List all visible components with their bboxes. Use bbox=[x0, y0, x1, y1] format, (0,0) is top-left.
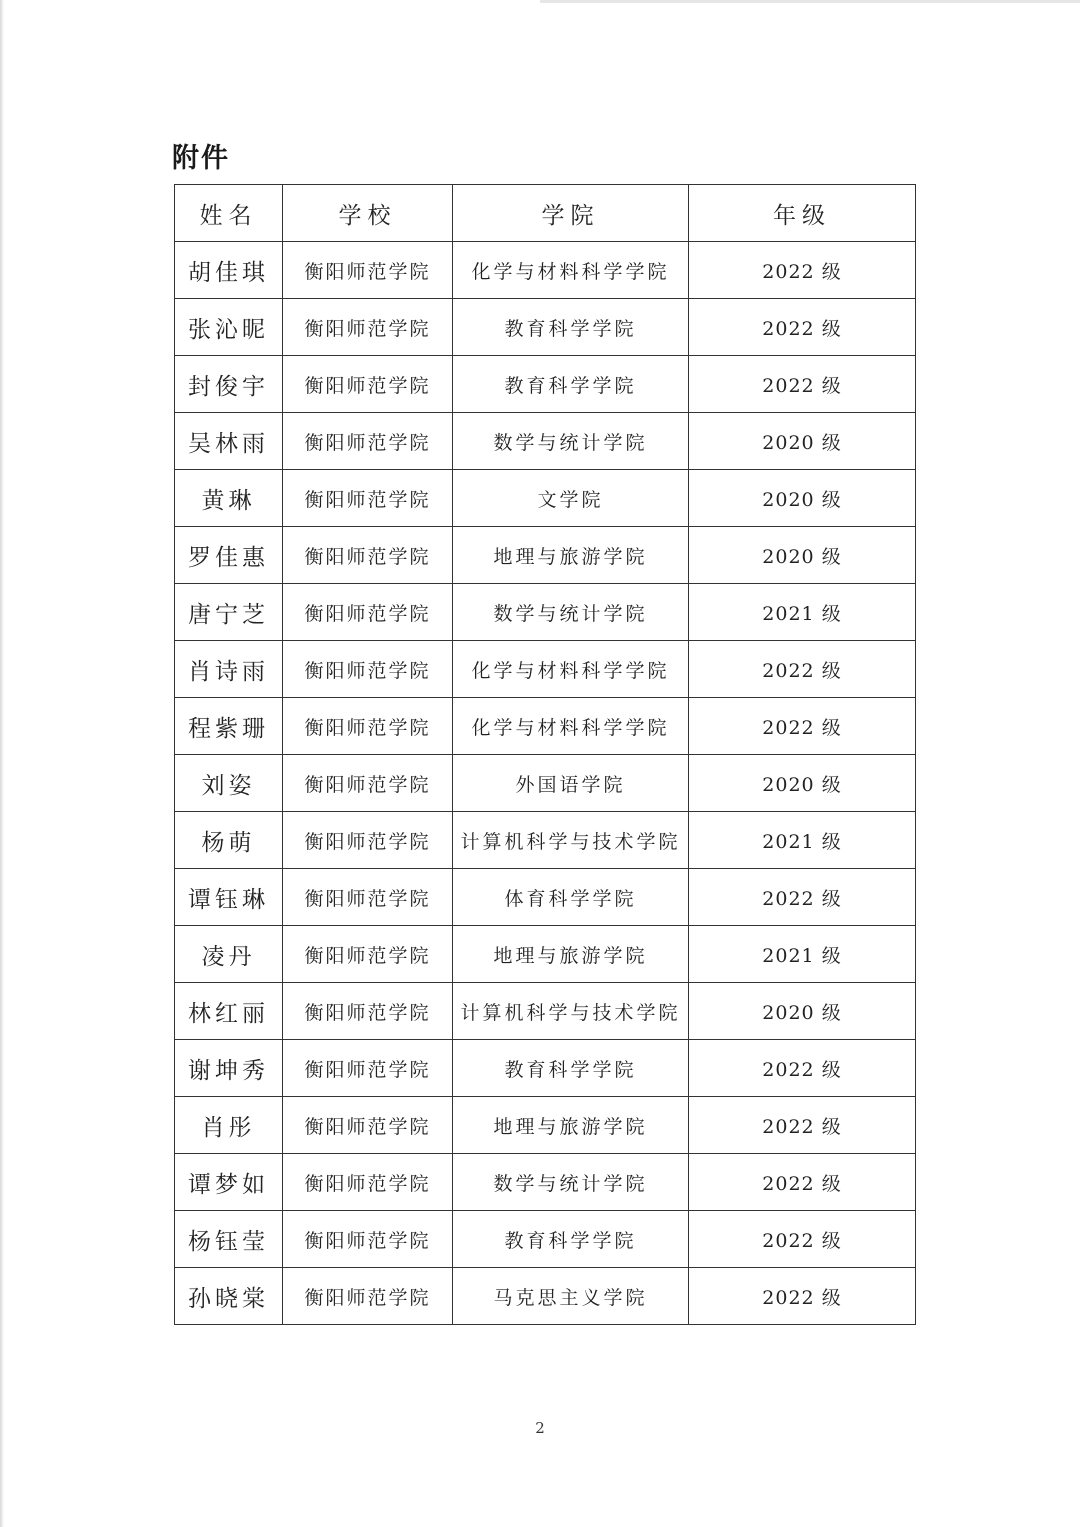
cell-school: 衡阳师范学院 bbox=[283, 869, 453, 926]
cell-school: 衡阳师范学院 bbox=[283, 356, 453, 413]
cell-school: 衡阳师范学院 bbox=[283, 242, 453, 299]
table-row bbox=[175, 1211, 916, 1268]
page-number: 2 bbox=[535, 1419, 545, 1437]
header-school: 学校 bbox=[283, 185, 453, 242]
cell-school: 衡阳师范学院 bbox=[283, 1154, 453, 1211]
cell-name: 肖诗雨 bbox=[175, 641, 283, 698]
cell-college: 数学与统计学院 bbox=[453, 413, 689, 470]
cell-college: 地理与旅游学院 bbox=[453, 527, 689, 584]
cell-school: 衡阳师范学院 bbox=[283, 1097, 453, 1154]
cell-name: 谢坤秀 bbox=[175, 1040, 283, 1097]
table-row bbox=[175, 1154, 916, 1211]
cell-grade: 2022 级 bbox=[689, 1211, 916, 1268]
cell-grade: 2021 级 bbox=[689, 584, 916, 641]
cell-name: 封俊宇 bbox=[175, 356, 283, 413]
cell-name: 林红丽 bbox=[175, 983, 283, 1040]
cell-college: 体育科学学院 bbox=[453, 869, 689, 926]
cell-school: 衡阳师范学院 bbox=[283, 812, 453, 869]
cell-school: 衡阳师范学院 bbox=[283, 983, 453, 1040]
cell-name: 凌丹 bbox=[175, 926, 283, 983]
header-grade: 年级 bbox=[689, 185, 916, 242]
table-row bbox=[175, 983, 916, 1040]
cell-grade: 2022 级 bbox=[689, 242, 916, 299]
cell-grade: 2022 级 bbox=[689, 1040, 916, 1097]
cell-college: 马克思主义学院 bbox=[453, 1268, 689, 1325]
table-row bbox=[175, 1268, 916, 1325]
cell-grade: 2022 级 bbox=[689, 1097, 916, 1154]
table-row bbox=[175, 527, 916, 584]
table-row bbox=[175, 641, 916, 698]
cell-college: 计算机科学与技术学院 bbox=[453, 983, 689, 1040]
table-row bbox=[175, 584, 916, 641]
cell-name: 杨萌 bbox=[175, 812, 283, 869]
cell-name: 刘姿 bbox=[175, 755, 283, 812]
table-row bbox=[175, 1040, 916, 1097]
cell-name: 杨钰莹 bbox=[175, 1211, 283, 1268]
cell-name: 程紫珊 bbox=[175, 698, 283, 755]
cell-college: 数学与统计学院 bbox=[453, 1154, 689, 1211]
table-row bbox=[175, 356, 916, 413]
cell-school: 衡阳师范学院 bbox=[283, 926, 453, 983]
cell-grade: 2021 级 bbox=[689, 926, 916, 983]
table-row bbox=[175, 470, 916, 527]
header-college: 学院 bbox=[453, 185, 689, 242]
cell-grade: 2022 级 bbox=[689, 641, 916, 698]
cell-college: 地理与旅游学院 bbox=[453, 926, 689, 983]
cell-school: 衡阳师范学院 bbox=[283, 698, 453, 755]
cell-school: 衡阳师范学院 bbox=[283, 1040, 453, 1097]
cell-grade: 2022 级 bbox=[689, 299, 916, 356]
cell-college: 数学与统计学院 bbox=[453, 584, 689, 641]
cell-name: 肖彤 bbox=[175, 1097, 283, 1154]
scan-left-edge bbox=[0, 0, 4, 1527]
cell-name: 谭梦如 bbox=[175, 1154, 283, 1211]
cell-college: 教育科学学院 bbox=[453, 1040, 689, 1097]
cell-school: 衡阳师范学院 bbox=[283, 299, 453, 356]
scan-top-edge bbox=[540, 0, 1080, 3]
cell-name: 张沁昵 bbox=[175, 299, 283, 356]
cell-college: 外国语学院 bbox=[453, 755, 689, 812]
cell-name: 唐宁芝 bbox=[175, 584, 283, 641]
table-row bbox=[175, 869, 916, 926]
cell-school: 衡阳师范学院 bbox=[283, 1268, 453, 1325]
cell-college: 教育科学学院 bbox=[453, 356, 689, 413]
cell-college: 计算机科学与技术学院 bbox=[453, 812, 689, 869]
cell-school: 衡阳师范学院 bbox=[283, 413, 453, 470]
cell-name: 吴林雨 bbox=[175, 413, 283, 470]
cell-name: 谭钰琳 bbox=[175, 869, 283, 926]
cell-school: 衡阳师范学院 bbox=[283, 755, 453, 812]
cell-grade: 2022 级 bbox=[689, 1268, 916, 1325]
cell-college: 文学院 bbox=[453, 470, 689, 527]
cell-school: 衡阳师范学院 bbox=[283, 1211, 453, 1268]
cell-name: 黄琳 bbox=[175, 470, 283, 527]
table-body bbox=[175, 242, 916, 1325]
cell-college: 化学与材料科学学院 bbox=[453, 242, 689, 299]
cell-school: 衡阳师范学院 bbox=[283, 641, 453, 698]
cell-school: 衡阳师范学院 bbox=[283, 470, 453, 527]
cell-grade: 2020 级 bbox=[689, 527, 916, 584]
cell-grade: 2022 级 bbox=[689, 698, 916, 755]
cell-grade: 2022 级 bbox=[689, 356, 916, 413]
cell-grade: 2020 级 bbox=[689, 983, 916, 1040]
cell-college: 化学与材料科学学院 bbox=[453, 641, 689, 698]
cell-grade: 2020 级 bbox=[689, 470, 916, 527]
cell-college: 教育科学学院 bbox=[453, 1211, 689, 1268]
header-name: 姓名 bbox=[175, 185, 283, 242]
table-row bbox=[175, 926, 916, 983]
cell-school: 衡阳师范学院 bbox=[283, 527, 453, 584]
table-row bbox=[175, 242, 916, 299]
cell-grade: 2020 级 bbox=[689, 755, 916, 812]
cell-grade: 2022 级 bbox=[689, 1154, 916, 1211]
cell-name: 孙晓棠 bbox=[175, 1268, 283, 1325]
cell-college: 化学与材料科学学院 bbox=[453, 698, 689, 755]
cell-college: 地理与旅游学院 bbox=[453, 1097, 689, 1154]
cell-grade: 2022 级 bbox=[689, 869, 916, 926]
table-row bbox=[175, 755, 916, 812]
cell-school: 衡阳师范学院 bbox=[283, 584, 453, 641]
cell-grade: 2021 级 bbox=[689, 812, 916, 869]
table-row bbox=[175, 1097, 916, 1154]
cell-grade: 2020 级 bbox=[689, 413, 916, 470]
attachment-heading: 附件 bbox=[172, 143, 230, 174]
cell-college: 教育科学学院 bbox=[453, 299, 689, 356]
cell-name: 罗佳惠 bbox=[175, 527, 283, 584]
table-row bbox=[175, 413, 916, 470]
table-row bbox=[175, 299, 916, 356]
table-header-row bbox=[175, 185, 916, 242]
table-row bbox=[175, 812, 916, 869]
student-table bbox=[174, 184, 916, 1325]
cell-name: 胡佳琪 bbox=[175, 242, 283, 299]
table-row bbox=[175, 698, 916, 755]
